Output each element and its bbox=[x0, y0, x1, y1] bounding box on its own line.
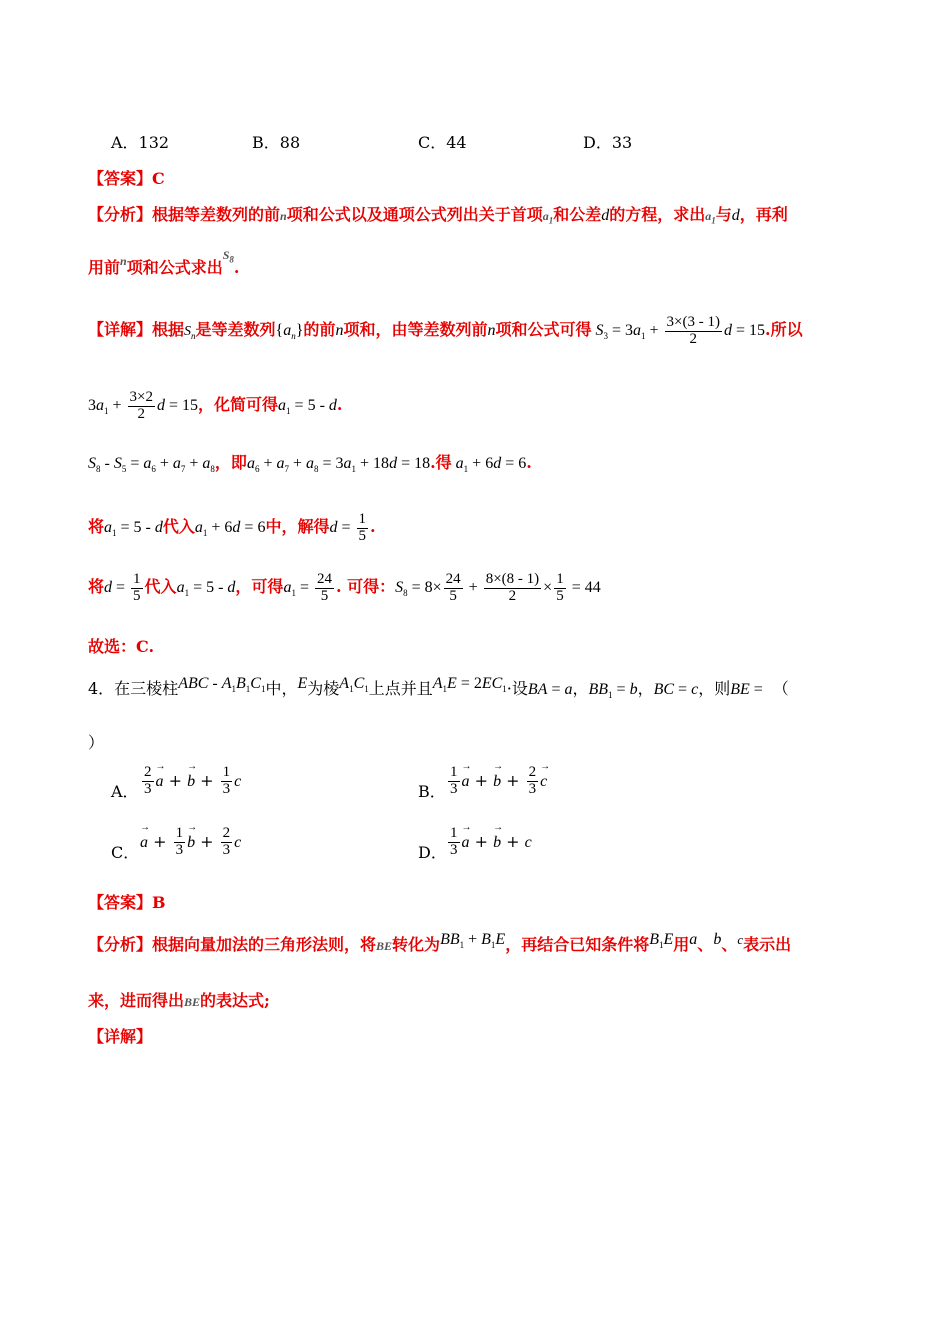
q3-conclusion: 故选：C. bbox=[88, 637, 155, 656]
analysis-text: ，再利 bbox=[739, 205, 788, 224]
detail-text: ，可得 bbox=[235, 576, 284, 596]
q3-answer: 【答案】C bbox=[88, 169, 165, 188]
q3-detail-line2: $3a_1$ + $\frac{3\times 2}{2}$ d = 15，化简可得$a_1 = 5 - d$. bbox=[88, 389, 343, 422]
analysis-text: 与 bbox=[715, 205, 732, 224]
detail-text: 代入 bbox=[144, 576, 177, 596]
q3-option-a: A．132 bbox=[111, 133, 170, 152]
q4-text: 设 bbox=[511, 679, 528, 698]
detail-label: 【详解】 bbox=[88, 319, 153, 339]
q4-text: ， bbox=[637, 679, 654, 698]
q3-detail-line5: 将d = $\frac{1}{5}$ 代入$a_1 = 5 - d$，可得$a_1$ = $\frac{24}{5}$ . 可得：$S_8 = 8\times$ $\frac{24}{5}$ + $\frac{8\times(8 - 1)}{2}$ × $\frac{1}{5}$ = 44 bbox=[88, 571, 601, 604]
q3-option-d: D．33 bbox=[583, 133, 633, 152]
analysis-text: . bbox=[233, 258, 240, 277]
q3-option-b: B．88 bbox=[252, 133, 301, 152]
detail-text: .所以 bbox=[765, 319, 803, 339]
q4-option-c-label: C． bbox=[111, 843, 140, 862]
analysis-text: 根据向量加法的三角形法则，将 bbox=[152, 935, 377, 954]
analysis-text: ，再结合已知条件将 bbox=[505, 935, 650, 954]
q4-text: 上点并且 bbox=[368, 679, 433, 698]
q4-option-b-expr: $\frac{1}{3}$ → a + → b + $\frac{2}{3}$ → c bbox=[446, 765, 547, 798]
q3-option-c: C．44 bbox=[418, 133, 467, 152]
analysis-text: 用 bbox=[673, 935, 690, 954]
q4-option-a-expr: $\frac{2}{3}$ → a + → b + $\frac{1}{3}$ c bbox=[140, 765, 241, 798]
q4-number: 4．在三棱柱 bbox=[88, 679, 179, 698]
q4-text: ，则 bbox=[698, 679, 731, 698]
analysis-label: 【分析】 bbox=[88, 205, 153, 224]
analysis-text: 项和公式以及通项公式列出关于首项 bbox=[286, 205, 543, 224]
analysis-text: 用前 bbox=[88, 258, 121, 277]
q3-detail-line3: $S_8 - S_5 = a_6 + a_7 + a_8$，即$a_6 + a_7 + a_8 = 3a_1 + 18d = 18$.得 $a_1 + 6d = 6$. bbox=[88, 453, 532, 475]
analysis-text: 的方程，求出 bbox=[609, 205, 706, 224]
detail-text: 代入 bbox=[162, 516, 195, 536]
q4-answer: 【答案】B bbox=[88, 893, 166, 912]
q4-text: 为棱 bbox=[307, 679, 340, 698]
q3-detail-line1: 【详解】根据$S_n$是等差数列$\{a_n\}$的前n项和，由等差数列前n项和公式可得 $S_3 = 3a_1$ + $\frac{3\times(3 - 1)}{2}$ d = 15.所以 bbox=[88, 314, 803, 347]
q3-analysis-line2: 用前$^n$项和公式求出$^{S_8}$. bbox=[88, 248, 240, 277]
q4-option-c-expr: → a + $\frac{1}{3}$ → b + $\frac{2}{3}$ c bbox=[140, 826, 241, 859]
q3-detail-line4: 将$a_1 = 5 - d$代入$a_1 + 6d = 6$中，解得d = $\frac{1}{5}$ . bbox=[88, 511, 376, 544]
detail-text: .得 bbox=[430, 453, 452, 472]
detail-text: 项和公式可得 bbox=[495, 319, 592, 339]
q4-text: ， bbox=[572, 679, 589, 698]
q4-text: （ bbox=[772, 679, 789, 698]
q4-option-b-label: B． bbox=[418, 782, 446, 801]
analysis-label: 【分析】 bbox=[88, 935, 153, 954]
q3-analysis-line1: 【分析】根据等差数列的前n项和公式以及通项公式列出关于首项$a_1$和公差d的方程，求出$a_1$与d，再利 bbox=[88, 205, 788, 226]
analysis-text: 和公差 bbox=[553, 205, 602, 224]
detail-text: 根据 bbox=[152, 319, 185, 339]
detail-text: 将 bbox=[88, 516, 105, 536]
analysis-text: 项和公式求出 bbox=[126, 258, 223, 277]
q4-option-a-label: A． bbox=[111, 782, 139, 801]
q4-analysis-line2: 来，进而得出BE的表达式; bbox=[88, 991, 270, 1010]
analysis-text: 的表达式; bbox=[200, 991, 270, 1010]
detail-text: 项和，由等差数列前 bbox=[343, 319, 488, 339]
q4-text: 中， bbox=[265, 679, 298, 698]
detail-text: ，即 bbox=[214, 453, 247, 472]
analysis-text: 根据等差数列的前 bbox=[152, 205, 281, 224]
analysis-text: 、 bbox=[697, 935, 714, 954]
q4-analysis-line1: 【分析】根据向量加法的三角形法则，将BE转化为$BB_1 + B_1E$，再结合已知条件将$B_1E$用a、b、$^c$表示出 bbox=[88, 931, 792, 954]
q4-detail-label: 【详解】 bbox=[88, 1027, 153, 1046]
analysis-text: 转化为 bbox=[392, 935, 441, 954]
analysis-text: 表示出 bbox=[743, 935, 792, 954]
detail-text: . 可得： bbox=[335, 576, 396, 596]
analysis-text: 来，进而得出 bbox=[88, 991, 185, 1010]
detail-text: 将 bbox=[88, 576, 105, 596]
detail-text: 中，解得 bbox=[265, 516, 330, 536]
detail-text: 的前 bbox=[303, 319, 336, 339]
q4-option-d-label: D． bbox=[418, 843, 447, 862]
q4-question-line2: ） bbox=[88, 733, 105, 752]
q4-question-line1: 4．在三棱柱ABC - $A_1B_1C_1$中，E为棱$A_1C_1$上点并且$A_1E = 2EC_1\cdot$设BA = a，$BB_1 = b$，BC = c，则BE = （ bbox=[88, 675, 789, 701]
analysis-text: 、 bbox=[721, 935, 738, 954]
q4-option-d-expr: $\frac{1}{3}$ → a + → b + c bbox=[446, 826, 532, 859]
detail-text: ，化简可得 bbox=[198, 394, 279, 414]
detail-text: 是等差数列 bbox=[195, 319, 276, 339]
